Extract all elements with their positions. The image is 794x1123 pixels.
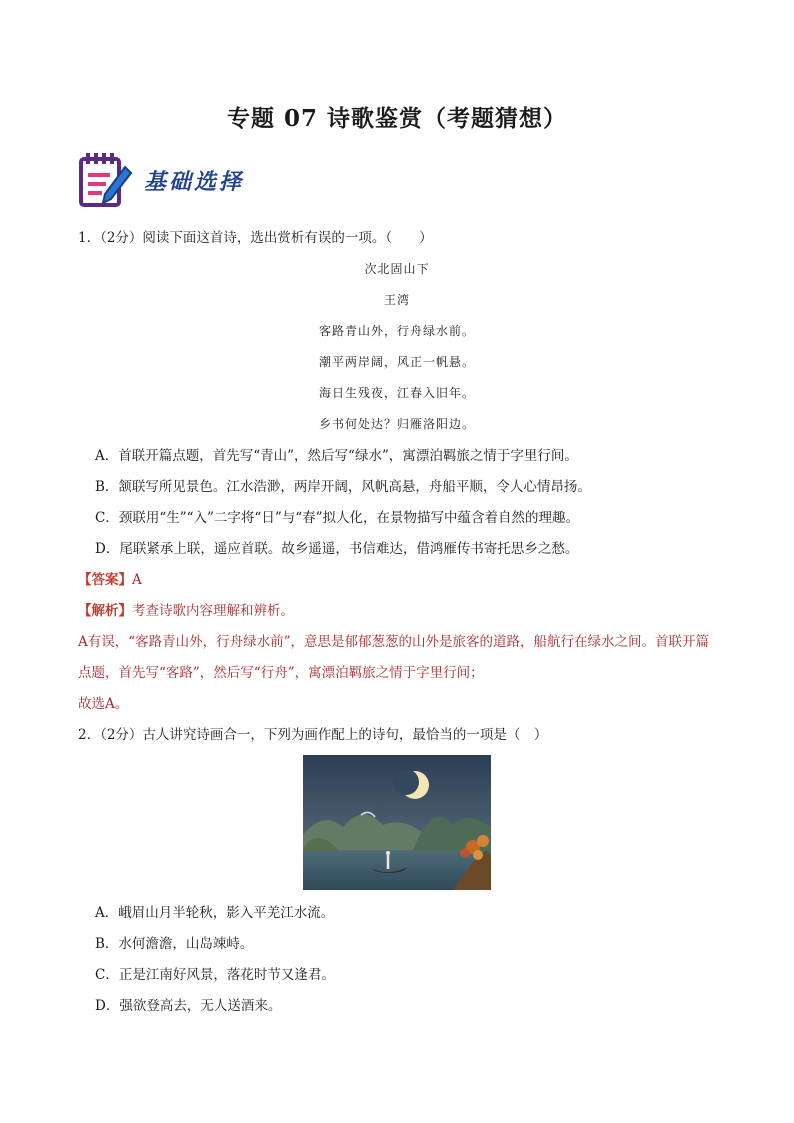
conclusion-line: 故选A。 [78,696,129,712]
q2-option-d: D．强欲登高去，无人送酒来。 [95,998,282,1014]
q1-option-d: D．尾联紧承上联，遥应首联。故乡遥遥，书信难达，借鸿雁传书寄托思乡之愁。 [95,541,579,557]
question-1-stem: 1．（2分）阅读下面这首诗，选出赏析有误的一项。（ ） [78,230,433,246]
moon-over-river-boat-painting [303,755,491,890]
poem-line: 客路青山外，行舟绿水前。 [318,324,475,338]
q1-option-a: A．首联开篇点题，首先写“青山”，然后写“绿水”，寓漂泊羁旅之情于字里行间。 [95,448,578,464]
notepad-pen-icon [78,151,132,209]
section-banner [78,150,244,210]
poem-line: 海日生残夜，江春入旧年。 [318,386,475,400]
answer-value: A [132,572,142,588]
poem-line: 乡书何处达？归雁洛阳边。 [318,417,475,431]
analysis-tag: 【解析】 [78,603,132,619]
answer-tag: 【答案】 [78,572,132,588]
q1-option-c: C．颈联用“生”“入”二字将“日”与“春”拟人化，在景物描写中蕴含着自然的理趣。 [95,510,580,526]
poem-title: 次北固山下 [364,262,430,276]
section-label: 基础选择 [144,168,245,195]
poem-line: 潮平两岸阔，风正一帆悬。 [318,355,475,369]
poem-author: 王湾 [383,293,410,307]
q2-option-b: B．水何澹澹，山岛竦峙。 [95,936,254,952]
painting-graphic [303,755,491,890]
q2-option-a: A．峨眉山月半轮秋，影入平羌江水流。 [95,905,335,921]
q2-option-c: C．正是江南好风景，落花时节又逢君。 [95,967,335,983]
page-title: 专题 07 诗歌鉴赏（考题猜想） [226,105,568,132]
answer-line [78,570,142,590]
q1-option-b: B．颔联写所见景色。江水浩渺，两岸开阔，风帆高悬，舟船平顺，令人心情昂扬。 [95,479,591,495]
question-2-stem: 2．（2分）古人讲究诗画合一，下列为画作配上的诗句，最恰当的一项是（ ） [78,727,548,743]
explanation-paragraph: A有误，“客路青山外，行舟绿水前”，意思是郁郁葱葱的山外是旅客的道路，船航行在绿水之间。首联开篇点题，首先写“客路”，然后写“行舟”，寓漂泊羁旅之情于字里行间； [78,634,710,681]
analysis-text: 考查诗歌内容理解和辨析。 [132,603,294,619]
analysis-line [78,601,294,621]
